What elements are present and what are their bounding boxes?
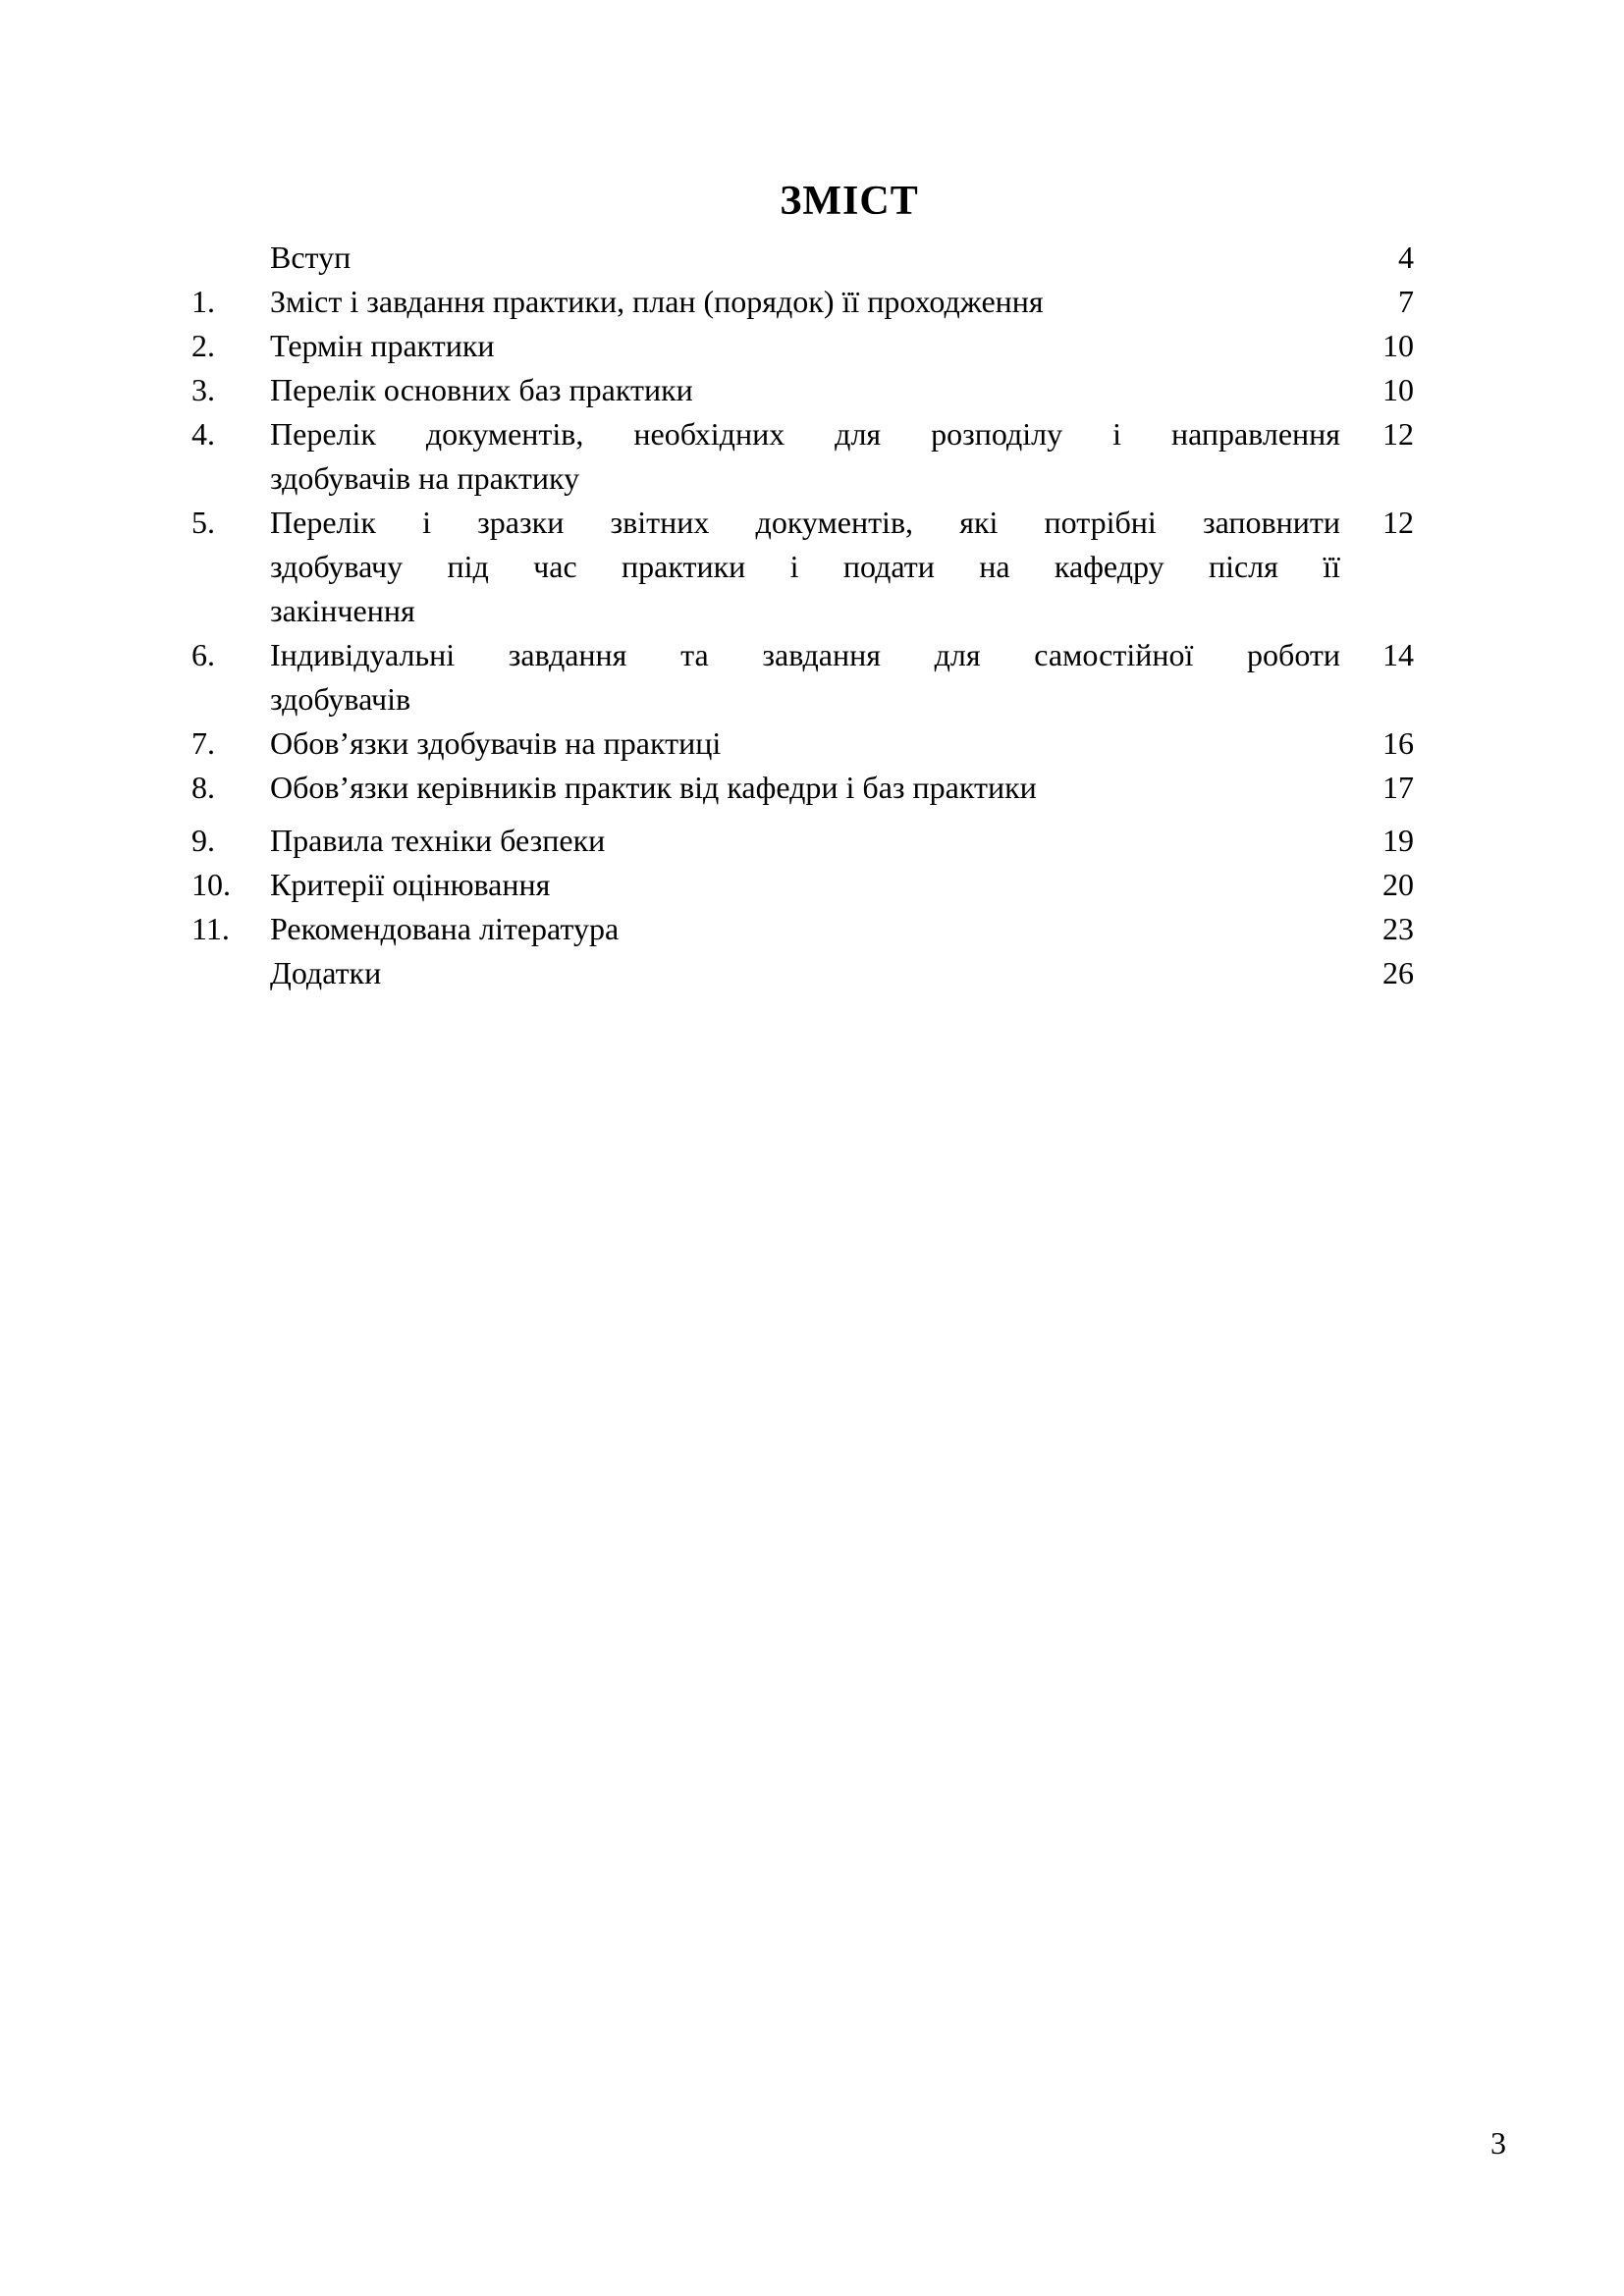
item-text — [270, 236, 1340, 280]
item-text — [270, 721, 1340, 766]
item-page: 10 — [1382, 372, 1414, 407]
page-number: 3 — [1490, 2125, 1506, 2161]
item-number: 7. — [191, 725, 215, 761]
item-text-line: Перелік документів, необхідних для розподілу і направлення — [270, 416, 1340, 452]
item-page: 4 — [1398, 240, 1414, 275]
item-text — [270, 368, 1340, 412]
item-text-line: Обов’язки здобувачів на практиці — [270, 725, 722, 761]
item-text-line: Додатки — [270, 955, 382, 990]
toc-row — [191, 819, 1414, 863]
item-number: 1. — [191, 284, 215, 319]
item-number: 11. — [191, 911, 230, 946]
item-page: 20 — [1382, 867, 1414, 902]
item-text-line: здобувачу під час практики і подати на кафедру після її — [270, 549, 1340, 584]
item-text-line: Обов’язки керівників практик від кафедри і баз практики — [270, 770, 1037, 805]
item-text — [270, 501, 1340, 633]
toc-list — [191, 236, 1414, 995]
toc-row — [191, 368, 1414, 412]
item-text-line: Критерії оцінювання — [270, 867, 551, 902]
item-text-line: Рекомендована література — [270, 911, 620, 946]
item-page: 26 — [1382, 955, 1414, 990]
item-text-line: Правила техніки безпеки — [270, 823, 606, 858]
item-text-line: Перелік основних баз практики — [270, 372, 693, 407]
item-text-line: Вступ — [270, 240, 352, 275]
toc-row — [191, 412, 1414, 501]
toc-row — [191, 721, 1414, 766]
item-text — [270, 633, 1340, 721]
item-page: 23 — [1382, 911, 1414, 946]
item-number: 10. — [191, 867, 231, 902]
item-text — [270, 766, 1340, 810]
item-text-line: Перелік і зразки звітних документів, які потрібні заповнити — [270, 505, 1340, 540]
item-text-line: Зміст і завдання практики, план (порядок) її проходження — [270, 284, 1044, 319]
item-text — [270, 280, 1340, 324]
item-text — [270, 819, 1340, 863]
item-number: 6. — [191, 637, 215, 672]
item-number: 2. — [191, 328, 215, 363]
item-number: 5. — [191, 505, 215, 540]
item-page: 19 — [1382, 823, 1414, 858]
item-number: 9. — [191, 823, 215, 858]
item-text — [270, 324, 1340, 368]
item-text-line: здобувачів на практику — [270, 460, 580, 496]
toc-row — [191, 280, 1414, 324]
item-number: 4. — [191, 416, 215, 452]
item-number: 8. — [191, 770, 215, 805]
item-page: 16 — [1382, 725, 1414, 761]
item-text-line: Індивідуальні завдання та завдання для самостійної роботи — [270, 637, 1340, 672]
toc-row — [191, 863, 1414, 907]
toc-row — [191, 907, 1414, 951]
item-text-line: закінчення — [270, 593, 415, 628]
item-text-line: Термін практики — [270, 328, 495, 363]
item-text-line: здобувачів — [270, 681, 411, 717]
item-page: 14 — [1382, 637, 1414, 672]
item-text — [270, 951, 1340, 995]
page-title: ЗМІСТ — [780, 179, 919, 225]
toc-row — [191, 766, 1414, 810]
item-text — [270, 907, 1340, 951]
toc-row — [191, 236, 1414, 280]
toc-row — [191, 501, 1414, 633]
toc-row — [191, 324, 1414, 368]
item-text — [270, 863, 1340, 907]
toc-row — [191, 951, 1414, 995]
item-page: 17 — [1382, 770, 1414, 805]
item-page: 12 — [1382, 505, 1414, 540]
toc-row — [191, 633, 1414, 721]
item-number: 3. — [191, 372, 215, 407]
item-page: 7 — [1398, 284, 1414, 319]
item-page: 10 — [1382, 328, 1414, 363]
item-text — [270, 412, 1340, 501]
item-page: 12 — [1382, 416, 1414, 452]
